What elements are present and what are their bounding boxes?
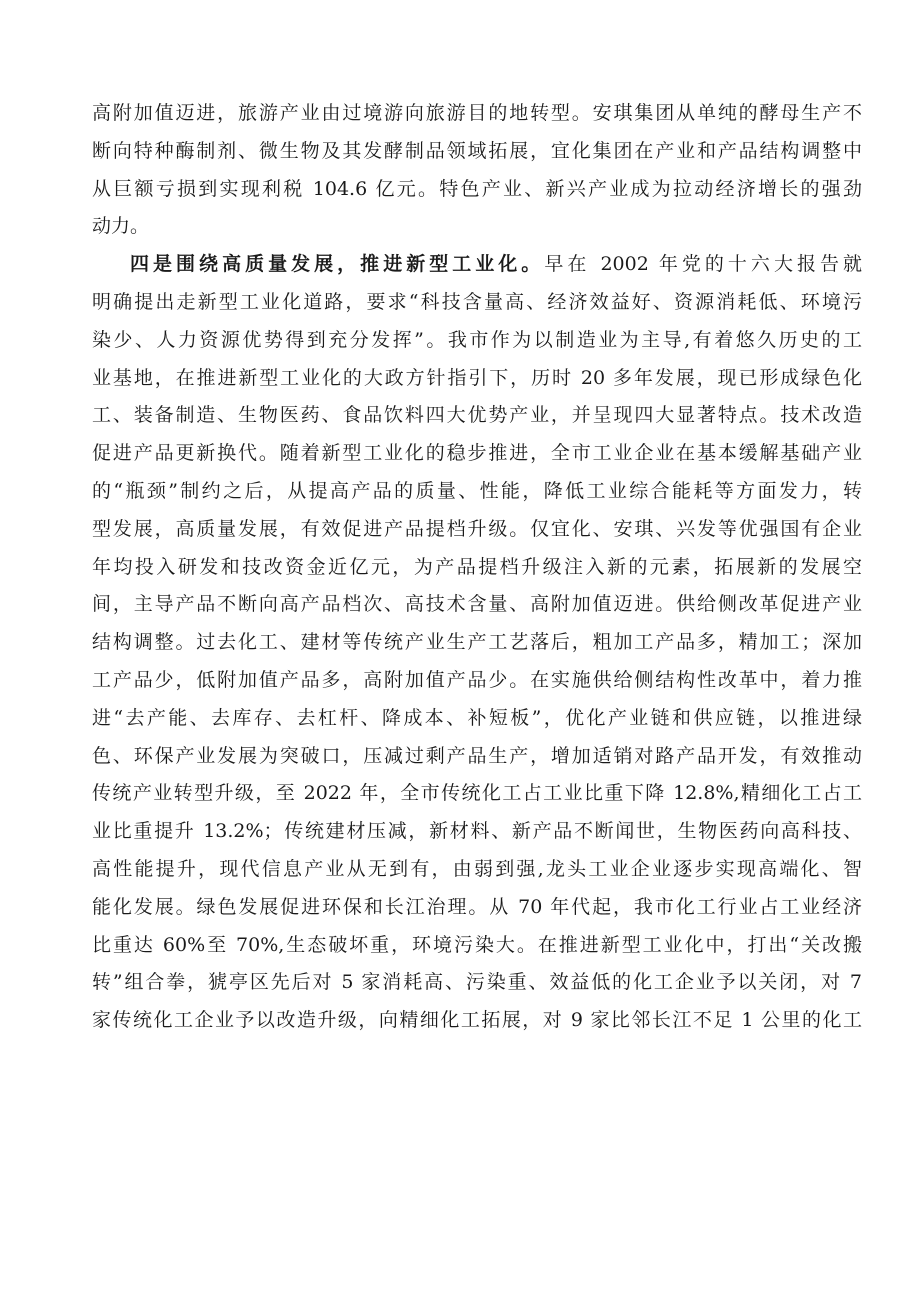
paragraph-2-line: 业基地，在推进新型工业化的大政方针指引下，历时 20 多年发展，现已形成绿色化: [92, 366, 862, 389]
paragraph-1-line: 断向特种酶制剂、微生物及其发酵制品领域拓展，宜化集团在产业和产品结构调整中: [92, 139, 862, 162]
paragraph-2-line: 家传统化工企业予以改造升级，向精细化工拓展，对 9 家比邻长江不足 1 公里的化工: [92, 1009, 862, 1032]
paragraph-2-first-line: [92, 246, 862, 284]
paragraph-2-line: 型发展，高质量发展，有效促进产品提档升级。仅宜化、安琪、兴发等优强国有企业: [92, 517, 862, 540]
paragraph-2-line: 的“瓶颈”制约之后，从提高产品的质量、性能，降低工业综合能耗等方面发力，转: [92, 479, 862, 502]
section-heading: 四是围绕高质量发展，推进新型工业化。: [130, 253, 545, 276]
paragraph-2-line: 进“去产能、去库存、去杠杆、降成本、补短板”，优化产业链和供应链，以推进绿: [92, 706, 862, 729]
paragraph-2-line: 比重达 60%至 70%,生态破坏重，环境污染大。在推进新型工业化中，打出“关改搬: [92, 933, 862, 956]
paragraph-2-line: 年均投入研发和技改资金近亿元，为产品提档升级注入新的元素，拓展新的发展空: [92, 555, 862, 578]
paragraph-2-line: 高性能提升，现代信息产业从无到有，由弱到强,龙头工业企业逐步实现高端化、智: [92, 857, 862, 880]
paragraph-1: [92, 95, 862, 246]
paragraph-2-line: 促进产品更新换代。随着新型工业化的稳步推进，全市工业企业在基本缓解基础产业: [92, 442, 862, 465]
paragraph-1-line: 高附加值迈进，旅游产业由过境游向旅游目的地转型。安琪集团从单纯的酵母生产不: [92, 102, 862, 124]
paragraph-2: [92, 246, 862, 1040]
paragraph-1-line: 动力。: [92, 215, 150, 238]
paragraph-2-line: 业比重提升 13.2%；传统建材压减，新材料、新产品不断闻世，生物医药向高科技、: [92, 820, 862, 843]
document-body: [92, 95, 862, 1040]
paragraph-2-line: 结构调整。过去化工、建材等传统产业生产工艺落后，粗加工产品多，精加工；深加: [92, 631, 862, 654]
paragraph-2-line: 染少、人力资源优势得到充分发挥”。我市作为以制造业为主导,有着悠久历史的工: [92, 328, 862, 351]
paragraph-1-line: 从巨额亏损到实现利税 104.6 亿元。特色产业、新兴产业成为拉动经济增长的强劲: [92, 177, 862, 200]
paragraph-2-line: 间，主导产品不断向高产品档次、高技术含量、高附加值迈进。供给侧改革促进产业: [92, 593, 862, 616]
paragraph-2-line: 色、环保产业发展为突破口，压减过剩产品生产，增加适销对路产品开发，有效推动: [92, 744, 862, 767]
paragraph-2-line: 传统产业转型升级，至 2022 年，全市传统化工占工业比重下降 12.8%,精细化工占工: [92, 782, 862, 805]
paragraph-2-line: 工产品少，低附加值产品多，高附加值产品少。在实施供给侧结构性改革中，着力推: [92, 668, 862, 691]
paragraph-2-line: 转”组合拳，猇亭区先后对 5 家消耗高、污染重、效益低的化工企业予以关闭，对 7: [92, 971, 862, 994]
paragraph-2-line: 明确提出走新型工业化道路，要求“科技含量高、经济效益好、资源消耗低、环境污: [92, 290, 862, 313]
paragraph-2-line: 能化发展。绿色发展促进环保和长江治理。从 70 年代起，我市化工行业占工业经济: [92, 895, 862, 918]
paragraph-2-line: 工、装备制造、生物医药、食品饮料四大优势产业，并呈现四大显著特点。技术改造: [92, 404, 862, 427]
paragraph-2-first-line-text: 早在 2002 年党的十六大报告就: [544, 253, 862, 276]
